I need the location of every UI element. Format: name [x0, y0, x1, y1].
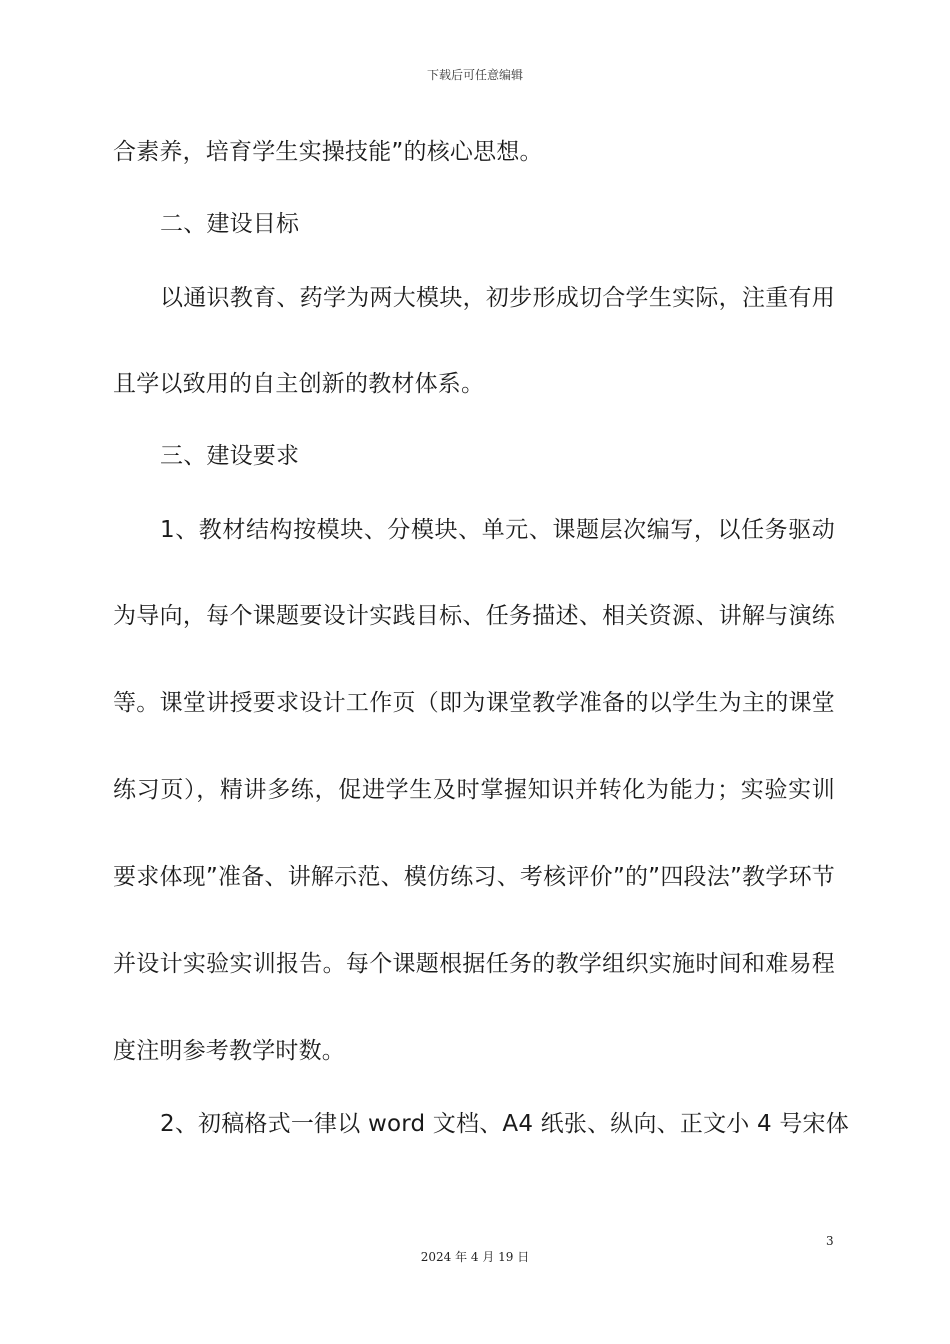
section-heading-requirements: 三、建设要求: [160, 443, 300, 469]
paragraph-line: 合素养，培育学生实操技能”的核心思想。: [113, 139, 543, 165]
paragraph-line: 要求体现”准备、讲解示范、模仿练习、考核评价”的”四段法”教学环节: [113, 864, 835, 890]
paragraph-line: 1、教材结构按模块、分模块、单元、课题层次编写，以任务驱动: [160, 517, 835, 543]
paragraph-line: 为导向，每个课题要设计实践目标、任务描述、相关资源、讲解与演练: [113, 603, 835, 629]
paragraph-line: 并设计实验实训报告。每个课题根据任务的教学组织实施时间和难易程: [113, 951, 835, 977]
paragraph-line: 以通识教育、药学为两大模块，初步形成切合学生实际，注重有用: [160, 285, 835, 311]
paragraph-line: 且学以致用的自主创新的教材体系。: [113, 371, 485, 397]
paragraph-line: 度注明参考教学时数。: [113, 1038, 345, 1064]
page-header: 下载后可任意编辑: [426, 68, 523, 82]
paragraph-line: 等。课堂讲授要求设计工作页（即为课堂教学准备的以学生为主的课堂: [113, 690, 835, 716]
page-footer-date: 2024 年 4 月 19 日: [420, 1250, 530, 1264]
section-heading-goals: 二、建设目标: [160, 211, 300, 237]
paragraph-line: 练习页），精讲多练，促进学生及时掌握知识并转化为能力；实验实训: [113, 777, 835, 803]
paragraph-line: 2、初稿格式一律以 word 文档、A4 纸张、纵向、正文小 4 号宋体: [160, 1111, 849, 1137]
page-number: 3: [826, 1234, 834, 1248]
